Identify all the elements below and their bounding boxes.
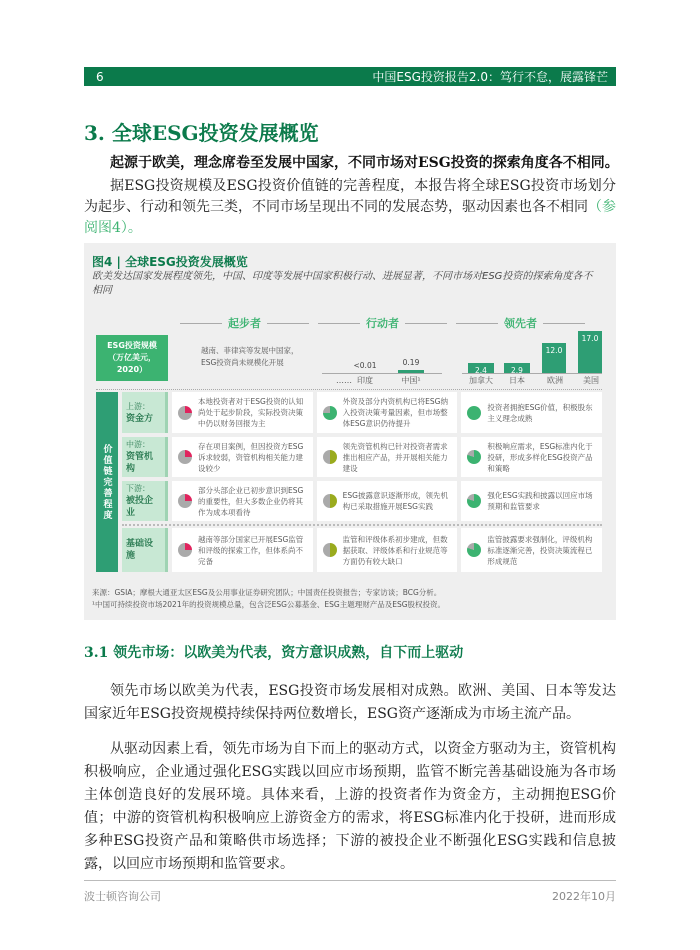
row-cell xyxy=(461,481,602,521)
row-label xyxy=(122,481,168,521)
cell-text: 本地投资者对于ESG投资的认知尚处于起步阶段，实际投资决策中仍以财务回报为主 xyxy=(198,397,304,428)
footer-company: 波士顿咨询公司 xyxy=(84,890,161,903)
stage-label: 起步者 xyxy=(228,317,261,330)
row-title: 被投企业 xyxy=(126,496,154,518)
axis-line xyxy=(322,373,442,374)
bar-4: 12.0 xyxy=(542,343,566,373)
cell-text: 积极响应需求，ESG标准内化于投研，形成多样化ESG投资产品和策略 xyxy=(487,441,593,473)
footer-divider xyxy=(84,880,616,881)
row-title: 资金方 xyxy=(126,413,154,424)
cell-text: 越南等部分国家已开展ESG监管和评级的探索工作，但体系尚不完备 xyxy=(198,534,304,566)
paragraph: 领先市场以欧美为代表，ESG投资市场发展相对成熟。欧洲、美国、日本等发达国家近年ESG投资规模持续保持两位数增长，ESG资产逐渐成为市场主流产品。 xyxy=(84,683,616,722)
row-sub: 上游： xyxy=(126,401,150,411)
scale-unit: （万亿美元，2020） xyxy=(108,353,156,374)
footer-date: 2022年10月 xyxy=(552,890,616,903)
row-title: 资管机构 xyxy=(126,452,154,474)
row-cell xyxy=(461,392,602,433)
maturity-pie-icon xyxy=(467,494,481,508)
maturity-pie-icon xyxy=(323,450,337,464)
maturity-pie-icon xyxy=(323,406,337,420)
report-title: 中国ESG投资报告2.0：笃行不怠，展露锋芒 xyxy=(372,70,608,84)
stage-actor xyxy=(318,315,447,331)
cell-text: 强化ESG实践和披露以回应市场预期和监管要求 xyxy=(487,491,593,511)
scale-label: ESG投资规模 xyxy=(107,341,157,350)
source: 来源：GSIA；摩根大通亚太区ESG及公用事业证券研究团队；中国责任投资报告；专家访谈；BCG分析。 xyxy=(92,588,442,597)
market-label: 加拿大 xyxy=(469,376,493,385)
row-cell xyxy=(317,437,458,477)
value-chain-label: 价值链完善程度 xyxy=(96,392,118,572)
section-lead: 起源于欧美，理念席卷至发展中国家，不同市场对ESG投资的探索角度各不相同。 xyxy=(110,155,619,171)
cell-text: 投资者拥抱ESG价值，积极股东主义理念成熟 xyxy=(487,402,593,423)
section-title: 3. 全球ESG投资发展概览 xyxy=(84,121,319,145)
row-cell xyxy=(317,528,458,572)
stage-starter xyxy=(180,315,309,331)
subsection-title: 3.1 领先市场：以欧美为代表，资方意识成熟，自下而上驱动 xyxy=(84,645,464,661)
stage-leader xyxy=(456,315,585,331)
maturity-pie-icon xyxy=(178,543,192,557)
maturity-pie-icon xyxy=(467,450,481,464)
stage-label: 领先者 xyxy=(504,317,537,330)
row-cell xyxy=(461,437,602,477)
maturity-pie-icon xyxy=(323,494,337,508)
row-cell xyxy=(172,392,313,433)
ellipsis: …… xyxy=(336,376,352,385)
figure-notes xyxy=(92,587,445,611)
divider xyxy=(96,389,602,390)
figure-4 xyxy=(84,243,616,620)
maturity-pie-icon xyxy=(467,406,481,420)
cell-text: ESG披露意识逐渐形成，领先机构已采取措施开展ESG实践 xyxy=(342,491,448,511)
market-label: 美国 xyxy=(583,376,599,385)
cell-text: 领先资管机构已针对投资者需求推出相应产品，并开展相关能力建设 xyxy=(342,441,448,473)
paragraph-text: 据ESG投资规模及ESG投资价值链的完善程度，本报告将全球ESG投资市场划分为起步、行动和领先三类，不同市场呈现出不同的发展态势，驱动因素也各不相同 xyxy=(84,178,616,215)
divider xyxy=(122,524,602,526)
figure-subtitle: 欧美发达国家发展程度领先，中国、印度等发展中国家积极行动、进展显著，不同市场对ESG投资的探索角度各不相同 xyxy=(92,271,593,296)
value-chain-row xyxy=(122,528,602,572)
cell-text: 外资及部分内资机构已将ESG纳入投资决策考量因素，但市场整体ESG意识仍待提升 xyxy=(342,397,448,428)
maturity-pie-icon xyxy=(323,543,337,557)
bar-1 xyxy=(398,370,424,373)
row-cell xyxy=(317,392,458,433)
row-cell xyxy=(172,528,313,572)
figure-title: 图4 | 全球ESG投资发展概览 xyxy=(92,255,248,269)
market-label: 日本 xyxy=(509,376,525,385)
cell-text: 存在项目案例，但因投资方ESG诉求较弱，资管机构相关能力建设较少 xyxy=(198,441,304,473)
row-label xyxy=(122,392,168,433)
header-bar xyxy=(84,67,616,86)
market-label: 欧洲 xyxy=(547,376,563,385)
market-label: 印度 xyxy=(357,376,373,385)
row-title: 基础设施 xyxy=(126,539,154,561)
row-sub: 下游： xyxy=(126,484,150,493)
row-label xyxy=(122,437,168,477)
bar-value: 0.19 xyxy=(402,358,420,367)
maturity-pie-icon xyxy=(178,494,192,508)
cell-text: 监管披露要求强制化，评级机构标准逐渐完善，投资决策流程已形成规范 xyxy=(487,534,593,566)
bar-2: 2.4 xyxy=(468,363,494,373)
starter-note: 越南、菲律宾等发展中国家，ESG投资尚未规模化开展 xyxy=(201,346,299,367)
value-chain-row xyxy=(122,437,602,477)
row-cell xyxy=(317,481,458,521)
row-cell xyxy=(172,437,313,477)
bar-3: 2.9 xyxy=(504,363,530,373)
bar-5: 17.0 xyxy=(578,331,602,373)
scale-label-box xyxy=(96,335,168,381)
row-cell xyxy=(461,528,602,572)
section-paragraph xyxy=(84,176,616,239)
figure-reference[interactable]: （参阅图4）。 xyxy=(84,199,616,236)
paragraph: 从驱动因素上看，领先市场为自下而上的驱动方式，以资金方驱动为主，资管机构积极响应，企业通过强化ESG实践以回应市场预期，监管不断完善基础设施为各市场主体创造良好的发展环境。具体来看，上游的投资者作为资金方，主动拥抱ESG价值；中游的资管机构积极响应上游资金方的需求，将ESG标准内化于投研，进而形成多种ESG投资产品和策略供市场选择；下游的被投企业不断强化ESG实践和信息披露，以回应市场预期和监管要求。 xyxy=(84,741,616,872)
row-sub: 中游： xyxy=(126,440,150,449)
value-chain-row xyxy=(122,392,602,433)
maturity-pie-icon xyxy=(178,406,192,420)
market-label: 中国¹ xyxy=(401,376,421,385)
footnote: ¹中国可持续投资市场2021年的投资规模总量，包含泛ESG公募基金、ESG主题理财产品及ESG股权投资。 xyxy=(92,600,446,609)
stage-label: 行动者 xyxy=(366,317,399,330)
page-number: 6 xyxy=(96,69,104,84)
cell-text: 监管和评级体系初步建成，但数据获取、评级体系和行业规范等方面仍有较大缺口 xyxy=(342,534,448,566)
bar-value: <0.01 xyxy=(353,360,377,370)
row-cell xyxy=(172,481,313,521)
row-label xyxy=(122,528,168,572)
value-chain-row xyxy=(122,481,602,521)
maturity-pie-icon xyxy=(178,450,192,464)
cell-text: 部分头部企业已初步意识到ESG的重要性，但大多数企业仍将其作为成本项看待 xyxy=(198,485,304,517)
maturity-pie-icon xyxy=(467,543,481,557)
